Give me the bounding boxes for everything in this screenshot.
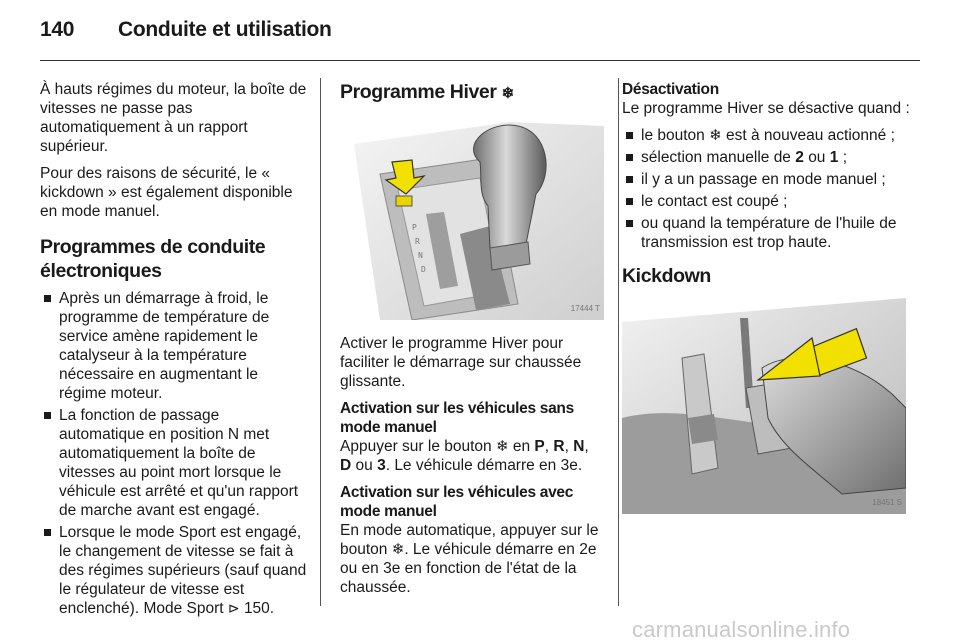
list-item xyxy=(40,523,308,618)
list-item: Après un démarrage à froid, le programme de température de service amène rapidement le catalyseur à la température nécessaire en augmentant le régime moteur. xyxy=(40,289,308,403)
figure-code: 18451 S xyxy=(872,498,902,507)
paragraph-winter-activate: Activer le programme Hiver pour faciliter le démarrage sur chaussée glissante. xyxy=(340,335,582,390)
heading-electronic-programs: Programmes de conduite électroniques xyxy=(40,236,266,282)
list-item: il y a un passage en mode manuel ; xyxy=(622,170,922,189)
svg-text:R: R xyxy=(415,237,420,246)
page-ref-arrow-icon: ⊳ xyxy=(227,600,240,616)
snowflake-icon: ❄ xyxy=(501,85,514,102)
page-number: 140 xyxy=(40,18,75,41)
list-item: La fonction de passage automatique en position N met automatiquement la boîte de vitesses au point mort lorsque le véhicule est arrêté et qu'un rapport de marche avant est engagé. xyxy=(40,406,308,520)
watermark-text: carmanualsonline.info xyxy=(632,617,851,642)
list-item: le contact est coupé ; xyxy=(622,192,922,211)
subheading-without-manual: Activation sur les véhicules sans mode manuel xyxy=(340,400,574,436)
kickdown-pedal-illustration xyxy=(622,298,906,514)
page-title: Conduite et utilisation xyxy=(118,18,332,41)
column-3 xyxy=(622,80,922,514)
svg-text:D: D xyxy=(421,265,426,274)
column-divider xyxy=(320,78,321,606)
paragraph-kickdown-manual: Pour des raisons de sécurité, le « kickdown » est également disponible en mode manuel. xyxy=(40,165,293,220)
header-rule xyxy=(40,60,920,61)
snowflake-icon: ❄ xyxy=(495,438,509,455)
list-item: ou quand la température de l'huile de transmission est trop haute. xyxy=(622,214,922,252)
sport-mode-text: Lorsque le mode Sport est engagé, le changement de vitesse se fait à des régimes supérieurs (sauf quand le régulateur de vitesse est enclenché). Mode Sport xyxy=(59,524,307,617)
subheading-with-manual: Activation sur les véhicules avec mode manuel xyxy=(340,484,574,520)
svg-text:N: N xyxy=(418,251,423,260)
snowflake-icon: ❄ xyxy=(709,127,722,144)
subheading-deactivation: Désactivation xyxy=(622,81,719,98)
deactivation-list xyxy=(622,126,922,252)
page-ref-link[interactable]: 150. xyxy=(243,600,275,617)
figure-code: 17444 T xyxy=(570,304,600,313)
paragraph-with-manual: En mode automatique, appuyer sur le bouton ❄. Le véhicule démarre en 2e ou en 3e en fonction de l'état de la chaussée. xyxy=(340,522,599,596)
list-item: le bouton ❄ est à nouveau actionné ; xyxy=(622,126,922,145)
paragraph-high-revs: À hauts régimes du moteur, la boîte de vitesses ne passe pas automatiquement à un rapport supérieur. xyxy=(40,81,307,155)
heading-winter-program: Programme Hiver ❄ xyxy=(340,81,514,103)
paragraph-deactivation-intro: Le programme Hiver se désactive quand : xyxy=(622,100,910,117)
column-1 xyxy=(40,80,308,621)
list-item: sélection manuelle de 2 ou 1 ; xyxy=(622,148,922,167)
column-2 xyxy=(340,80,604,605)
svg-text:P: P xyxy=(412,223,417,232)
column-divider xyxy=(618,78,619,606)
electronic-programs-list xyxy=(40,289,308,618)
snowflake-icon: ❄ xyxy=(391,541,405,558)
heading-kickdown: Kickdown xyxy=(622,265,711,287)
paragraph-without-manual: Appuyer sur le bouton ❄ en P, R, N, D ou 3. Le véhicule démarre en 3e. xyxy=(340,438,589,474)
gear-selector-illustration xyxy=(340,114,604,320)
